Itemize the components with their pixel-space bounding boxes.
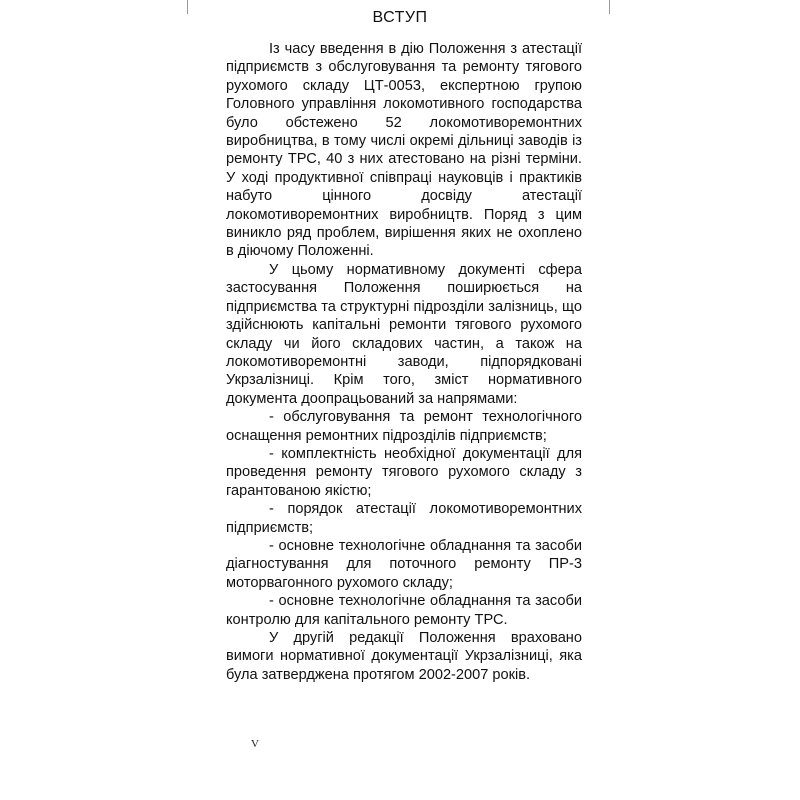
page-edge-left [187,0,188,14]
list-item: - порядок атестації локомотиворемонтних підприємств; [226,501,582,536]
page-number: V [251,738,259,750]
page-heading: ВСТУП [372,9,428,26]
list-item: - основне технологічне обладнання та засоби діагностування для поточного ремонту ПР-3 моторвагонного рухомого складу; [226,537,582,591]
closing-paragraph: У другій редакції Положення враховано вимоги нормативної документації Укрзалізниці, яка була затверджена протягом 2002-2007 років. [226,630,582,683]
document-body [226,40,582,684]
list-item: - обслуговування та ремонт технологічного оснащення ремонтних підрозділів підприємств; [226,409,582,444]
scope-paragraph: У цьому нормативному документі сфера застосування Положення поширюється на підприємства та структурні підрозділи залізниць, що здійснюють капітальні ремонти тягового рухомого складу чи його складових частин, а також на локомотиворемонтні заводи, підпорядковані Укрзалізниці. Крім того, зміст нормативного документа доопрацьований за напрямами: [226,261,582,407]
list-item: - основне технологічне обладнання та засоби контролю для капітального ремонту ТРС. [226,593,582,628]
page-edge-right [609,0,610,14]
intro-paragraph: Із часу введення в дію Положення з атестації підприємств з обслуговування та ремонту тягового рухомого складу ЦТ-0053, експертною групою Головного управління локомотивного господарства було обстежено 52 локомотиворемонтних виробництва, в тому числі окремі дільниці заводів із ремонту ТРС, 40 з них атестовано на різні терміни. У ході продуктивної співпраці науковців і практиків набуто цінного досвіду атестації локомотиворемонтних виробництв. Поряд з цим виникло ряд проблем, вирішення яких не охоплено в діючому Положенні. [226,41,582,260]
list-item: - комплектність необхідної документації для проведення ремонту тягового рухомого складу з гарантованою якістю; [226,445,582,499]
